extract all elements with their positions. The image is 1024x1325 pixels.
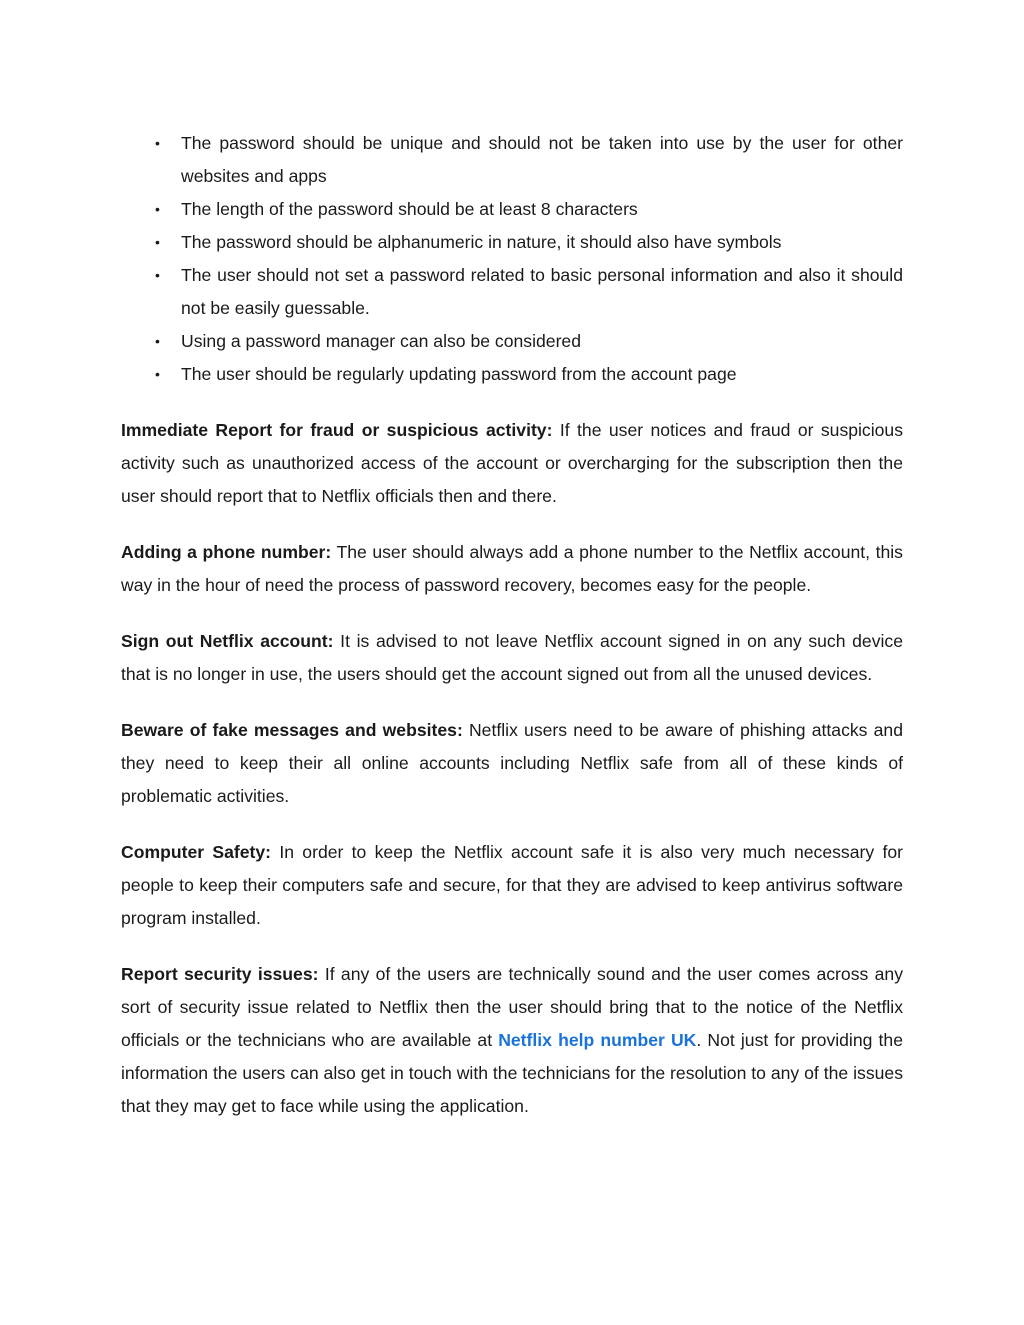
section-text: Netflix users need to be aware of phishing attacks and they need to keep their all online accounts including Netflix safe from all of these kinds of problematic activities. bbox=[121, 720, 903, 806]
list-item-text: The length of the password should be at least 8 characters bbox=[181, 199, 638, 219]
document-page bbox=[121, 127, 903, 1123]
list-item bbox=[121, 193, 903, 226]
password-tips-list bbox=[121, 127, 903, 391]
section-heading: Beware of fake messages and websites: bbox=[121, 720, 463, 740]
list-item bbox=[121, 325, 903, 358]
list-item-text: The password should be alphanumeric in nature, it should also have symbols bbox=[181, 232, 782, 252]
bullet-icon: • bbox=[155, 366, 160, 382]
netflix-help-number-link[interactable]: Netflix help number UK bbox=[498, 1030, 697, 1050]
section-heading: Adding a phone number: bbox=[121, 542, 332, 562]
bullet-icon: • bbox=[155, 135, 160, 151]
section-text: The user should always add a phone number to the Netflix account, this way in the hour of need the process of password recovery, becomes easy for the people. bbox=[121, 542, 903, 595]
section-text: In order to keep the Netflix account safe it is also very much necessary for people to keep their computers safe and secure, for that they are advised to keep antivirus software program installed. bbox=[121, 842, 903, 928]
section-phone-number bbox=[121, 536, 903, 602]
list-item bbox=[121, 226, 903, 259]
bullet-icon: • bbox=[155, 333, 160, 349]
list-item-text: The user should be regularly updating password from the account page bbox=[181, 364, 737, 384]
section-heading: Report security issues: bbox=[121, 964, 319, 984]
section-computer-safety bbox=[121, 836, 903, 935]
list-item-text: The user should not set a password related to basic personal information and also it should not be easily guessable. bbox=[181, 265, 903, 318]
section-heading: Sign out Netflix account: bbox=[121, 631, 334, 651]
bullet-icon: • bbox=[155, 201, 160, 217]
bullet-icon: • bbox=[155, 267, 160, 283]
section-heading: Immediate Report for fraud or suspicious activity: bbox=[121, 420, 553, 440]
section-text: If any of the users are technically sound and the user comes across any sort of security issue related to Netflix then the user should bring that to the notice of the Netflix officials or the technicians who are available at bbox=[121, 964, 903, 1050]
section-text: If the user notices and fraud or suspicious activity such as unauthorized access of the account or overcharging for the subscription then the user should report that to Netflix officials then and there. bbox=[121, 420, 904, 506]
section-fraud-report bbox=[121, 414, 903, 513]
list-item bbox=[121, 259, 903, 325]
list-item-text: The password should be unique and should not be taken into use by the user for other websites and apps bbox=[181, 133, 903, 186]
section-text: It is advised to not leave Netflix account signed in on any such device that is no longer in use, the users should get the account signed out from all the unused devices. bbox=[121, 631, 904, 684]
list-item-text: Using a password manager can also be considered bbox=[181, 331, 582, 351]
section-fake-messages bbox=[121, 714, 903, 813]
section-report-security bbox=[121, 958, 903, 1123]
bullet-icon: • bbox=[155, 234, 160, 250]
list-item bbox=[121, 127, 903, 193]
section-text: . Not just for providing the information the users can also get in touch with the technicians for the resolution to any of the issues that they may get to face while using the application. bbox=[121, 1030, 903, 1116]
list-item bbox=[121, 358, 903, 391]
section-heading: Computer Safety: bbox=[121, 842, 272, 862]
section-sign-out bbox=[121, 625, 903, 691]
